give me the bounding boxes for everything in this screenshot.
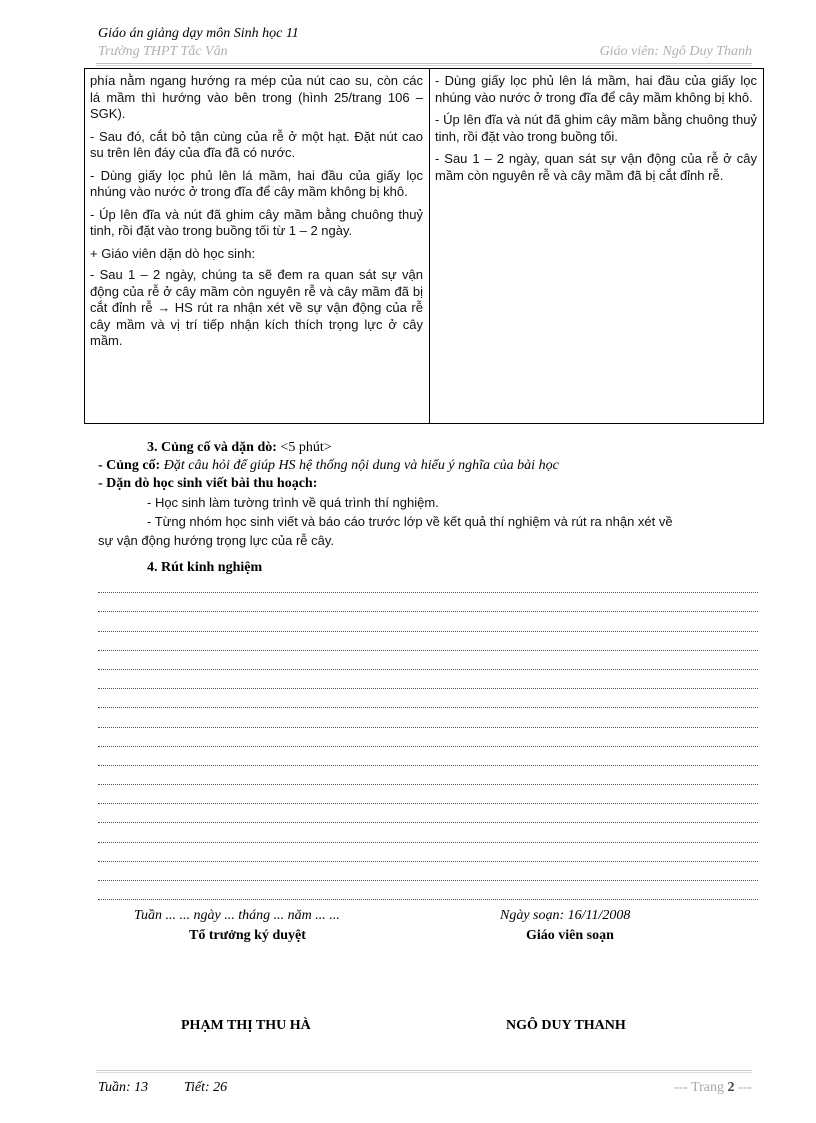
dotted-line	[98, 862, 758, 881]
page-number: 2	[727, 1080, 735, 1095]
header-teacher: Giáo viên: Ngô Duy Thanh	[599, 44, 752, 59]
table-row	[85, 69, 764, 424]
footer-period: Tiết: 26	[184, 1080, 228, 1095]
left-paragraph-2: - Sau đó, cắt bỏ tận cùng của rễ ở một hạt. Đặt nút cao su trên lên đáy của đĩa đã có nước.	[90, 128, 423, 160]
section4-title: 4. Rút kinh nghiệm	[147, 560, 263, 575]
dotted-line	[98, 728, 758, 747]
dotted-line	[98, 708, 758, 727]
approver-role: Tổ trưởng ký duyệt	[189, 928, 306, 943]
footer-divider-secondary	[96, 1072, 752, 1073]
cungco-line	[98, 458, 559, 474]
left-paragraph-1: phía nằm ngang hướng ra mép của nút cao su, còn các lá mầm thì hướng vào bên trong (hình 25/trang 106 – SGK).	[90, 73, 423, 121]
dotted-line	[98, 632, 758, 651]
dotted-line	[98, 689, 758, 708]
left-paragraph-4: - Úp lên đĩa và nút đã ghim cây mầm bằng chuông thuỷ tinh, rồi đặt vào trong buồng tối từ 1 – 2 ngày.	[90, 206, 423, 238]
dotted-line	[98, 612, 758, 631]
right-paragraph-2: - Úp lên đĩa và nút đã ghim cây mầm bằng chuông thuỷ tinh, rồi đặt vào trong buồng tối.	[435, 112, 757, 144]
left-paragraph-5: + Giáo viên dặn dò học sinh:	[90, 245, 256, 261]
homework-item-1: - Học sinh làm tường trình về quá trình thí nghiệm.	[147, 495, 439, 510]
page-suffix: ---	[734, 1080, 752, 1095]
dotted-line	[98, 843, 758, 862]
dotted-line	[98, 670, 758, 689]
arrow-icon: →	[157, 300, 171, 315]
dotted-line	[98, 823, 758, 842]
footer-week: Tuần: 13	[98, 1080, 149, 1095]
footer-page-number	[674, 1080, 752, 1096]
dotted-line	[98, 651, 758, 670]
homework-item-2: - Từng nhóm học sinh viết và báo cáo trước lớp về kết quả thí nghiệm và rút ra nhận xét về	[147, 514, 673, 529]
preparation-date: Ngày soạn: 16/11/2008	[500, 908, 631, 923]
preparer-name: NGÔ DUY THANH	[506, 1018, 626, 1033]
dotted-line	[98, 593, 758, 612]
dotted-line	[98, 574, 758, 593]
dotted-line	[98, 766, 758, 785]
footer-divider	[96, 1070, 752, 1071]
approval-date: Tuần ... ... ngày ... tháng ... năm ... ...	[134, 908, 340, 923]
section3-heading: 3. Củng cố và dặn dò:	[147, 440, 277, 455]
header-divider	[96, 63, 752, 64]
section3-title	[147, 440, 332, 456]
section3-duration: <5 phút>	[276, 440, 332, 455]
danдо-heading: - Dặn dò học sinh viết bài thu hoạch:	[98, 476, 318, 491]
right-paragraph-1: - Dùng giấy lọc phủ lên lá mầm, hai đầu của giấy lọc nhúng vào nước ở trong đĩa để cây mầm không bị khô.	[435, 73, 757, 105]
lesson-activity-table	[84, 68, 764, 424]
left-paragraph-6-start: - Sau 1 – 2 ngày, chúng ta sẽ đem ra quan sát sự vận động của rễ ở cây mầm còn nguyên rễ và cây mầm đã bị cắt đỉnh rễ	[90, 267, 423, 315]
preparer-role: Giáo viên soạn	[526, 928, 614, 943]
dotted-line	[98, 804, 758, 823]
page-prefix: --- Trang	[673, 1080, 728, 1095]
cungco-label: - Củng cố:	[98, 458, 161, 473]
header-school: Trường THPT Tắc Vân	[98, 44, 228, 59]
left-paragraph-6	[90, 267, 423, 350]
left-paragraph-6-end: HS rút ra nhận xét về sự vận động của rễ cây mầm và vị trí tiếp nhận kích thích trọng lực ở cây mầm.	[90, 300, 423, 348]
header-divider-secondary	[96, 65, 752, 66]
dotted-line	[98, 881, 758, 900]
right-paragraph-3: - Sau 1 – 2 ngày, quan sát sự vận động của rễ ở cây mầm còn nguyên rễ và cây mầm đã bị cắt đỉnh rễ.	[435, 151, 757, 183]
notes-dotted-lines	[98, 574, 758, 900]
student-activity-cell	[430, 69, 764, 424]
dotted-line	[98, 785, 758, 804]
homework-item-2-continued: sự vận động hướng trọng lực của rễ cây.	[98, 533, 335, 548]
left-paragraph-3: - Dùng giấy lọc phủ lên lá mầm, hai đầu của giấy lọc nhúng vào nước ở trong đĩa để cây mầm không bị khô.	[90, 167, 423, 199]
dotted-line	[98, 747, 758, 766]
header-title: Giáo án giảng dạy môn Sinh học 11	[98, 26, 299, 41]
teacher-activity-cell	[85, 69, 430, 424]
cungco-text: Đặt câu hỏi để giúp HS hệ thống nội dung và hiểu ý nghĩa của bài học	[160, 458, 559, 473]
approver-name: PHẠM THỊ THU HÀ	[181, 1018, 311, 1033]
